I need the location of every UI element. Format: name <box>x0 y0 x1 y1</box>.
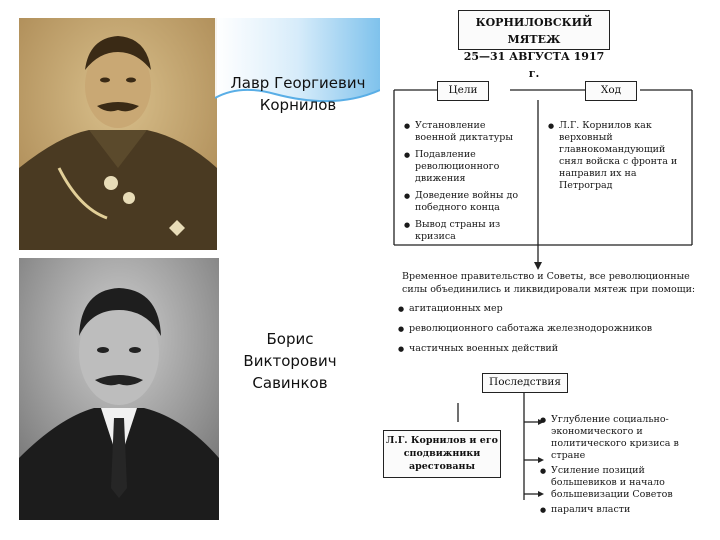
goals-item: ● Установление военной диктатуры <box>404 120 522 144</box>
arrested-box <box>383 430 501 478</box>
consequences-item: ● Усиление позиций большевиков и начало большевизации Советов <box>540 465 700 501</box>
suppression-text: Временное правительство и Советы, все революционные силы объединились и ликвидировали мятеж при помощи: <box>402 271 696 295</box>
savinkov-caption-line3: Савинков <box>252 374 328 392</box>
suppression-means-item: ● частичных военных действий <box>398 343 698 355</box>
course-item: ● Л.Г. Корнилов как верховный главнокомандующий снял войска с фронта и направил их на Петроград <box>548 120 686 192</box>
kornilov-revolt-scheme <box>380 0 720 540</box>
consequences-item: ● паралич власти <box>540 504 700 516</box>
goals-list <box>404 120 522 248</box>
kornilov-caption <box>218 72 378 116</box>
scheme-title-line1: КОРНИЛОВСКИЙ МЯТЕЖ <box>475 16 593 46</box>
goals-item: ● Доведение войны до победного конца <box>404 190 522 214</box>
arrested-line1: Л.Г. Корнилов и его <box>385 435 498 446</box>
arrested-line3: арестованы <box>408 461 476 472</box>
savinkov-caption <box>225 328 355 394</box>
consequences-header: Последствия <box>482 373 568 393</box>
savinkov-photo <box>19 258 219 520</box>
kornilov-photo <box>19 18 217 250</box>
savinkov-caption-line2: Викторович <box>243 352 337 370</box>
goals-header: Цели <box>437 81 489 101</box>
scheme-title <box>458 10 610 80</box>
consequences-list <box>540 414 700 521</box>
savinkov-caption-line1: Борис <box>266 330 314 348</box>
arrested-line2: сподвижники <box>403 448 481 459</box>
course-header: Ход <box>585 81 637 101</box>
goals-item: ● Вывод страны из кризиса <box>404 219 522 243</box>
kornilov-caption-line2: Корнилов <box>259 96 337 114</box>
suppression-means-item: ● революционного саботажа железнодорожников <box>398 323 698 335</box>
suppression-means-item: ● агитационных мер <box>398 303 698 315</box>
kornilov-caption-line1: Лавр Георгиевич <box>230 74 366 92</box>
suppression-means-list <box>398 303 698 360</box>
scheme-title-line2: 25—31 АВГУСТА 1917 г. <box>463 50 605 80</box>
goals-item: ● Подавление революционного движения <box>404 149 522 185</box>
consequences-item: ● Углубление социально-экономического и политического кризиса в стране <box>540 414 700 462</box>
course-list <box>548 120 686 197</box>
